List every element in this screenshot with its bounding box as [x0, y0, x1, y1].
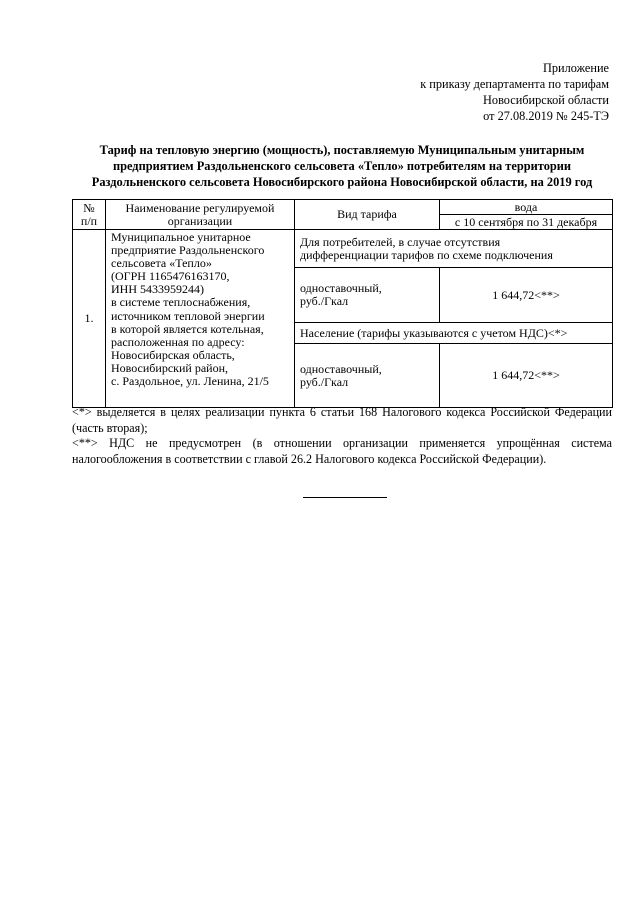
org-line: ИНН 5433959244): [111, 282, 204, 297]
section-consumers-line-2: дифференциации тарифов по схеме подключения: [300, 247, 553, 262]
table-header-row-1: [73, 200, 613, 215]
header-organization-line-2: организации: [167, 213, 233, 228]
closing-rule: [303, 497, 387, 498]
header-organization: [106, 200, 295, 230]
tariff-type-cell: [295, 344, 440, 408]
tariff-type-line-1: одноставочный,: [300, 281, 382, 295]
org-line: с. Раздольное, ул. Ленина, 21/5: [111, 374, 269, 389]
appendix-line-2: к приказу департамента по тарифам: [420, 77, 609, 91]
header-number-line-1: №: [83, 200, 95, 215]
org-line: Муниципальное унитарное: [111, 230, 251, 244]
document-title: [72, 142, 612, 190]
footnotes: [72, 405, 612, 467]
appendix-line-3: Новосибирской области: [483, 93, 609, 107]
header-medium: вода: [440, 200, 613, 215]
header-period: с 10 сентября по 31 декабря: [440, 215, 613, 230]
tariff-value-cell: 1 644,72<**>: [440, 344, 613, 408]
row-number: 1.: [73, 230, 106, 408]
footnote-2: <**> НДС не предусмотрен (в отношении организации применяется упрощённая система налогообложения в соответствии с главой 26.2 Налогового кодекса Российской Федерации).: [72, 436, 612, 466]
org-line: (ОГРН 1165476163170,: [111, 269, 230, 284]
header-organization-line-1: Наименование регулируемой: [125, 200, 275, 215]
tariff-table: [72, 199, 613, 408]
org-line: предприятие Раздольненского: [111, 243, 265, 258]
section-consumers-line-1: Для потребителей, в случае отсутствия: [300, 234, 501, 249]
header-number: [73, 200, 106, 230]
org-line: Новосибирская область,: [111, 347, 235, 362]
org-line: Новосибирский район,: [111, 360, 228, 375]
org-line: в системе теплоснабжения,: [111, 295, 251, 310]
footnote-1: <*> выделяется в целях реализации пункта 6 статьи 168 Налогового кодекса Российской Федерации (часть вторая);: [72, 405, 612, 435]
org-line: расположенная по адресу:: [111, 334, 245, 349]
title-line-1: Тариф на тепловую энергию (мощность), поставляемую Муниципальным унитарным: [99, 143, 585, 157]
header-tariff-type: Вид тарифа: [295, 200, 440, 230]
tariff-type-line-2: руб./Гкал: [300, 374, 349, 389]
section-population: Население (тарифы указываются с учетом НДС)<*>: [295, 323, 613, 344]
tariff-type-line-2: руб./Гкал: [300, 294, 349, 308]
organization-cell: [106, 230, 295, 408]
tariff-value-cell: 1 644,72<**>: [440, 268, 613, 323]
appendix-line-4: от 27.08.2019 № 245-ТЭ: [483, 109, 609, 123]
org-line: источником тепловой энергии: [111, 308, 265, 323]
org-line: сельсовета «Тепло»: [111, 256, 212, 271]
org-line: в которой является котельная,: [111, 321, 264, 336]
tariff-type-line-1: одноставочный,: [300, 361, 382, 376]
section-consumers: [295, 230, 613, 268]
table-row: [73, 230, 613, 268]
header-number-line-2: п/п: [80, 213, 98, 228]
tariff-type-cell: [295, 268, 440, 323]
title-line-2: предприятием Раздольненского сельсовета «Тепло» потребителям на территории: [112, 159, 572, 173]
title-line-3: Раздольненского сельсовета Новосибирского района Новосибирской области, на 2019 год: [91, 175, 593, 189]
appendix-header: [349, 60, 609, 124]
appendix-line-1: Приложение: [543, 61, 609, 75]
